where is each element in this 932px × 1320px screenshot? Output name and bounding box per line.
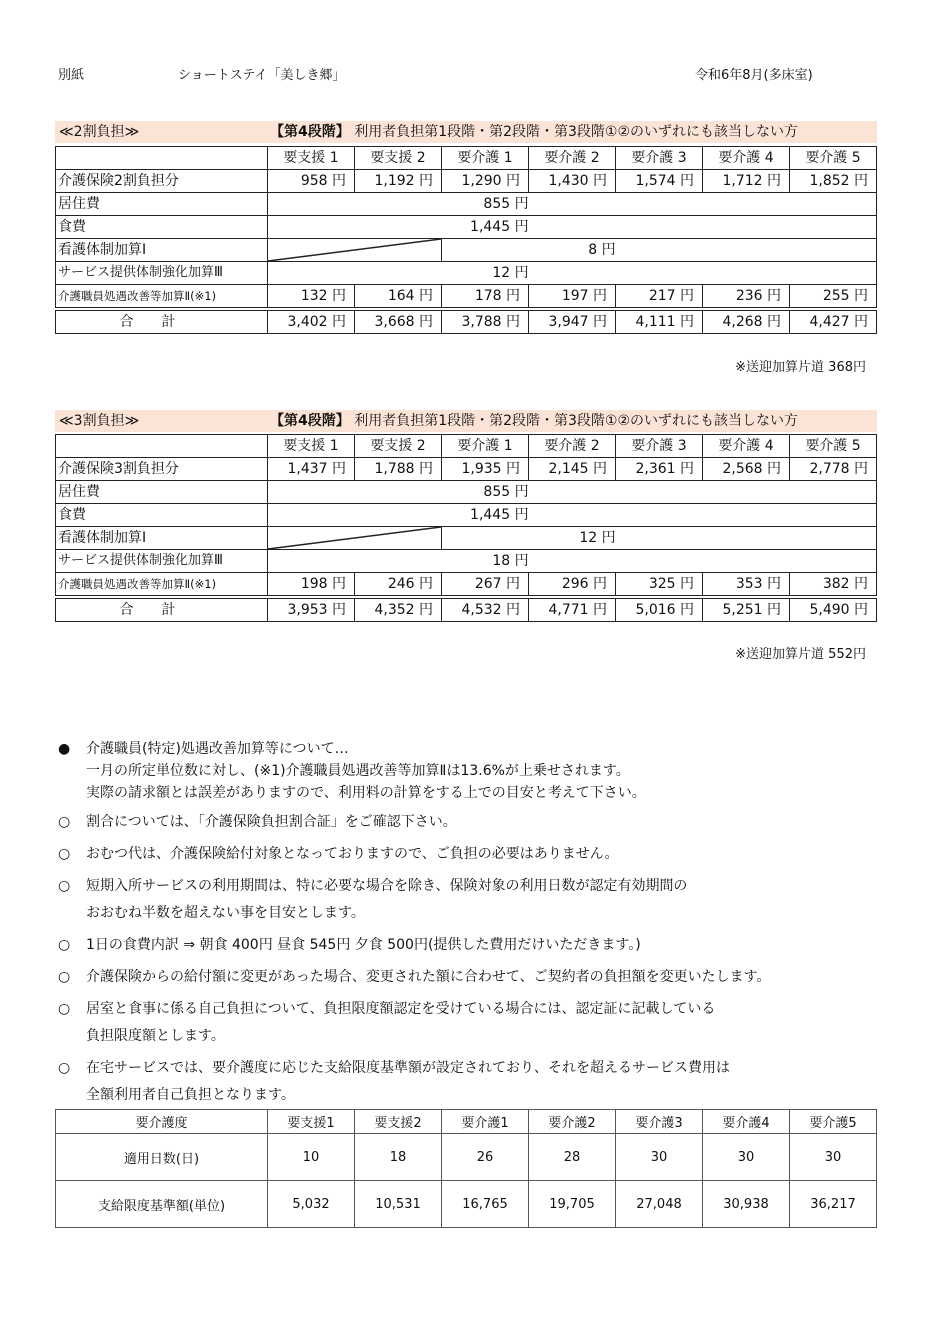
row-label: 介護職員処遇改善等加算Ⅱ(※1) <box>56 285 268 310</box>
cell-total: 5,490 円 <box>790 597 877 622</box>
column-header: 要支援 2 <box>355 147 442 170</box>
cell-value: 1,788 円 <box>355 458 442 481</box>
not-applicable-cell <box>268 239 442 262</box>
cell-value-merged <box>268 550 877 573</box>
cell-total: 4,532 円 <box>442 597 529 622</box>
cell-value: 36,217 <box>790 1181 877 1228</box>
note-bullet-line: 一月の所定単位数に対し、(※1)介護職員処遇改善等加算Ⅱは13.6%が上乗せされます。 <box>86 763 630 779</box>
column-header: 要介護3 <box>616 1110 703 1134</box>
note-item: 短期入所サービスの利用期間は、特に必要な場合を除き、保険対象の利用日数が認定有効期間の <box>86 878 688 894</box>
row-label: 介護職員処遇改善等加算Ⅱ(※1) <box>56 573 268 598</box>
cell-value-merged <box>268 481 877 504</box>
table-row-residence <box>56 193 877 216</box>
circle-icon: ○ <box>58 1060 71 1076</box>
cell-total: 3,668 円 <box>355 309 442 334</box>
cell-value: 1,852 円 <box>790 170 877 193</box>
bullet-icon: ● <box>58 741 71 757</box>
note-item: 居室と食事に係る自己負担について、負担限度額認定を受けている場合には、認定証に記載している <box>86 1001 716 1017</box>
cell-value: 2,361 円 <box>616 458 703 481</box>
attachment-label: 別紙 <box>58 68 85 83</box>
transport-note: ※送迎加算片道 368円 <box>735 360 866 375</box>
cell-value: 217 円 <box>616 285 703 310</box>
note-item: おむつ代は、介護保険給付対象となっておりますので、ご負担の必要はありません。 <box>86 846 619 862</box>
column-header: 要介護 4 <box>703 147 790 170</box>
column-header: 要介護 5 <box>790 435 877 458</box>
cell-total: 3,788 円 <box>442 309 529 334</box>
note-item: 1日の食費内訳 ⇒ 朝食 400円 昼食 545円 夕食 500円(提供した費用だけいただきます。) <box>86 937 641 953</box>
cell-value: 18 <box>355 1134 442 1181</box>
cell-total: 4,268 円 <box>703 309 790 334</box>
circle-icon: ○ <box>58 814 71 830</box>
row-label-total: 合計 <box>56 597 268 622</box>
table-row-service <box>56 550 877 573</box>
table-row-nursing <box>56 527 877 550</box>
row-label: 介護保険2割負担分 <box>56 170 268 193</box>
merged-value: 18 円 <box>492 553 529 569</box>
band-title: ≪3割負担≫ <box>59 413 140 429</box>
cell-value: 2,568 円 <box>703 458 790 481</box>
row-label: サービス提供体制強化加算Ⅲ <box>56 262 268 285</box>
period-label: 令和6年8月(多床室) <box>695 68 813 83</box>
merged-value: 8 円 <box>588 242 616 258</box>
table-row-total <box>56 309 877 334</box>
header-blank-cell <box>56 435 268 458</box>
cell-value-merged <box>268 504 877 527</box>
column-header: 要介護 3 <box>616 435 703 458</box>
table-row-insurance <box>56 458 877 481</box>
cell-value: 30 <box>790 1134 877 1181</box>
row-label: サービス提供体制強化加算Ⅲ <box>56 550 268 573</box>
cell-value: 1,430 円 <box>529 170 616 193</box>
cell-value: 1,290 円 <box>442 170 529 193</box>
header-blank-cell <box>56 147 268 170</box>
cell-value: 236 円 <box>703 285 790 310</box>
table-row-service <box>56 262 877 285</box>
cell-total: 4,111 円 <box>616 309 703 334</box>
circle-icon: ○ <box>58 969 71 985</box>
column-header: 要支援 1 <box>268 435 355 458</box>
cell-value: 30 <box>616 1134 703 1181</box>
merged-value: 855 円 <box>483 196 529 212</box>
transport-note: ※送迎加算片道 552円 <box>735 647 866 662</box>
cell-total: 5,016 円 <box>616 597 703 622</box>
cell-value: 2,778 円 <box>790 458 877 481</box>
benefit-limit-table <box>55 1109 877 1228</box>
band-description: 利用者負担第1段階・第2段階・第3段階①②のいずれにも該当しない方 <box>354 413 799 429</box>
band-description: 利用者負担第1段階・第2段階・第3段階①②のいずれにも該当しない方 <box>354 124 799 140</box>
note-item: 在宅サービスでは、要介護度に応じた支給限度基準額が設定されており、それを超えるサービス費用は <box>86 1060 730 1076</box>
diagonal-strike-icon <box>268 527 441 549</box>
cell-value: 1,712 円 <box>703 170 790 193</box>
note-item: 介護保険からの給付額に変更があった場合、変更された額に合わせて、ご契約者の負担額を変更いたします。 <box>86 969 771 985</box>
table-row-limit <box>56 1181 877 1228</box>
table-row-food <box>56 216 877 239</box>
note-bullet-line: 実際の請求額とは誤差がありますので、利用料の計算をする上での目安と考えて下さい。 <box>86 785 646 801</box>
cell-value: 30,938 <box>703 1181 790 1228</box>
row-label: 看護体制加算Ⅰ <box>56 527 268 550</box>
table-header-row <box>56 435 877 458</box>
cell-value: 28 <box>529 1134 616 1181</box>
fee-table-2割 <box>55 146 877 334</box>
cell-value: 382 円 <box>790 573 877 598</box>
cell-value: 197 円 <box>529 285 616 310</box>
notes-section <box>58 738 888 1109</box>
cell-value: 353 円 <box>703 573 790 598</box>
cell-total: 3,402 円 <box>268 309 355 334</box>
row-label: 居住費 <box>56 193 268 216</box>
cell-value: 178 円 <box>442 285 529 310</box>
cell-value: 10 <box>268 1134 355 1181</box>
row-label: 食費 <box>56 216 268 239</box>
row-label: 居住費 <box>56 481 268 504</box>
row-label: 支給限度基準額(単位) <box>56 1181 268 1228</box>
column-header: 要支援 1 <box>268 147 355 170</box>
column-header: 要介護4 <box>703 1110 790 1134</box>
note-item-continued: おおむね半数を超えない事を目安とします。 <box>86 905 365 921</box>
cell-total: 4,352 円 <box>355 597 442 622</box>
note-item: 割合については、「介護保険負担割合証」をご確認下さい。 <box>86 814 457 830</box>
cell-value-merged <box>268 262 877 285</box>
cell-value: 267 円 <box>442 573 529 598</box>
cell-value: 1,574 円 <box>616 170 703 193</box>
cell-total: 3,947 円 <box>529 309 616 334</box>
row-label: 看護体制加算Ⅰ <box>56 239 268 262</box>
merged-value: 1,445 円 <box>470 507 529 523</box>
band-stage: 【第4段階】 <box>270 124 350 140</box>
band-stage: 【第4段階】 <box>270 413 350 429</box>
table-header-row <box>56 147 877 170</box>
row-label: 適用日数(日) <box>56 1134 268 1181</box>
cell-total: 4,427 円 <box>790 309 877 334</box>
note-item-continued: 全額利用者自己負担となります。 <box>86 1087 295 1103</box>
cell-value: 1,437 円 <box>268 458 355 481</box>
cell-total: 4,771 円 <box>529 597 616 622</box>
cell-value: 164 円 <box>355 285 442 310</box>
fee-table-3割 <box>55 434 877 622</box>
not-applicable-cell <box>268 527 442 550</box>
table-row-food <box>56 504 877 527</box>
column-header: 要介護 5 <box>790 147 877 170</box>
circle-icon: ○ <box>58 937 71 953</box>
cell-value-merged <box>442 527 877 550</box>
merged-value: 1,445 円 <box>470 219 529 235</box>
column-header: 要介護 3 <box>616 147 703 170</box>
cell-value: 2,145 円 <box>529 458 616 481</box>
cell-total: 3,953 円 <box>268 597 355 622</box>
circle-icon: ○ <box>58 878 71 894</box>
column-header: 要介護1 <box>442 1110 529 1134</box>
table-band-2割 <box>55 121 877 143</box>
circle-icon: ○ <box>58 846 71 862</box>
cell-value: 1,192 円 <box>355 170 442 193</box>
table-row-staff <box>56 573 877 598</box>
cell-value: 5,032 <box>268 1181 355 1228</box>
note-item-continued: 負担限度額とします。 <box>86 1028 225 1044</box>
table-row-staff <box>56 285 877 310</box>
cell-value: 10,531 <box>355 1181 442 1228</box>
band-title: ≪2割負担≫ <box>59 124 140 140</box>
cell-value: 255 円 <box>790 285 877 310</box>
note-bullet-title: 介護職員(特定)処遇改善加算等について… <box>86 741 349 757</box>
row-label-total: 合計 <box>56 309 268 334</box>
column-header: 要支援2 <box>355 1110 442 1134</box>
table-row-insurance <box>56 170 877 193</box>
table-row-nursing <box>56 239 877 262</box>
merged-value: 12 円 <box>492 265 529 281</box>
cell-value: 19,705 <box>529 1181 616 1228</box>
cell-value: 325 円 <box>616 573 703 598</box>
column-header: 要支援 2 <box>355 435 442 458</box>
cell-value: 198 円 <box>268 573 355 598</box>
row-label: 要介護度 <box>56 1110 268 1134</box>
cell-value-merged <box>268 216 877 239</box>
merged-value: 12 円 <box>579 530 616 546</box>
cell-value: 1,935 円 <box>442 458 529 481</box>
table-row-total <box>56 597 877 622</box>
cell-value: 26 <box>442 1134 529 1181</box>
column-header: 要介護 4 <box>703 435 790 458</box>
column-header: 要介護5 <box>790 1110 877 1134</box>
cell-value-merged <box>268 193 877 216</box>
cell-value-merged <box>442 239 877 262</box>
cell-value: 296 円 <box>529 573 616 598</box>
diagonal-strike-icon <box>268 239 441 261</box>
row-label: 食費 <box>56 504 268 527</box>
column-header: 要介護 2 <box>529 147 616 170</box>
table-row-days <box>56 1134 877 1181</box>
column-header: 要支援1 <box>268 1110 355 1134</box>
cell-value: 30 <box>703 1134 790 1181</box>
cell-value: 16,765 <box>442 1181 529 1228</box>
cell-total: 5,251 円 <box>703 597 790 622</box>
circle-icon: ○ <box>58 1001 71 1017</box>
table-row-residence <box>56 481 877 504</box>
column-header: 要介護2 <box>529 1110 616 1134</box>
table-header-row <box>56 1110 877 1134</box>
cell-value: 246 円 <box>355 573 442 598</box>
cell-value: 132 円 <box>268 285 355 310</box>
cell-value: 958 円 <box>268 170 355 193</box>
column-header: 要介護 2 <box>529 435 616 458</box>
merged-value: 855 円 <box>483 484 529 500</box>
facility-title: ショートステイ「美しき郷」 <box>178 68 346 83</box>
column-header: 要介護 1 <box>442 435 529 458</box>
table-band-3割 <box>55 410 877 432</box>
cell-value: 27,048 <box>616 1181 703 1228</box>
row-label: 介護保険3割負担分 <box>56 458 268 481</box>
column-header: 要介護 1 <box>442 147 529 170</box>
